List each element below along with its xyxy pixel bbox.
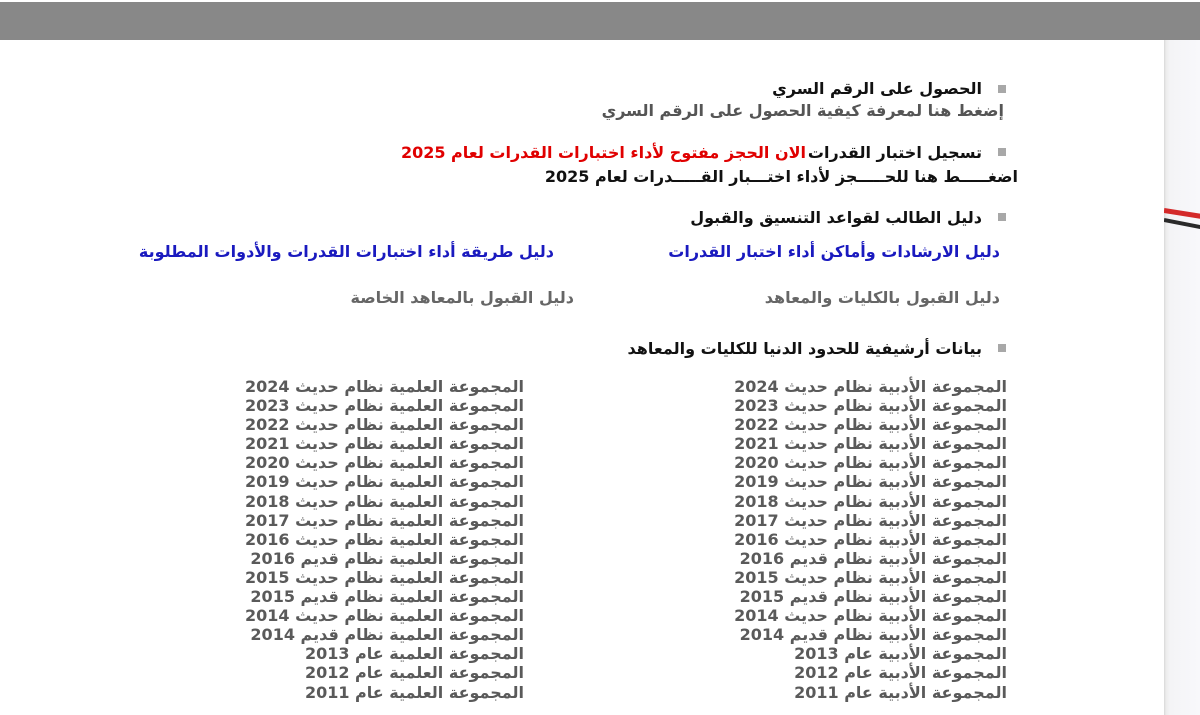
main-content <box>0 40 1164 715</box>
archive-scientific-item[interactable]: المجموعة العلمية عام 2013 <box>304 644 524 664</box>
archive-literary-item[interactable]: المجموعة الأدبية نظام حديث 2014 <box>734 606 1007 626</box>
archive-scientific-item[interactable]: المجموعة العلمية نظام حديث 2020 <box>244 453 524 473</box>
section-title-guide: دليل الطالب لقواعد التنسيق والقبول <box>690 208 982 227</box>
bullet-icon <box>998 213 1006 221</box>
archive-scientific-item[interactable]: المجموعة العلمية نظام حديث 2018 <box>244 491 524 511</box>
archive-literary-item[interactable]: المجموعة الأدبية نظام قديم 2014 <box>739 625 1007 645</box>
guide-link-test-method-tools[interactable]: دليل طريقة أداء اختبارات القدرات والأدوات المطلوبة <box>138 242 554 261</box>
archive-literary-item[interactable]: المجموعة الأدبية نظام حديث 2016 <box>734 529 1007 549</box>
archive-scientific-item[interactable]: المجموعة العلمية نظام قديم 2014 <box>250 625 524 645</box>
archive-literary-item[interactable]: المجموعة الأدبية نظام حديث 2021 <box>734 434 1007 454</box>
aptitude-booking-link[interactable]: اضغـــــط هنا للحـــــجز لأداء اختـــبار القـــــدرات لعام 2025 <box>544 167 1018 186</box>
guide-link-private-institutes[interactable]: دليل القبول بالمعاهد الخاصة <box>350 288 574 307</box>
section-title-pin: الحصول على الرقم السري <box>772 79 982 98</box>
archive-scientific-item[interactable]: المجموعة العلمية نظام حديث 2014 <box>244 606 524 626</box>
archive-literary-item[interactable]: المجموعة الأدبية عام 2013 <box>794 644 1007 664</box>
archive-literary-item[interactable]: المجموعة الأدبية نظام حديث 2017 <box>734 510 1007 530</box>
archive-literary-item[interactable]: المجموعة الأدبية عام 2012 <box>794 663 1007 683</box>
guide-link-instructions-locations[interactable]: دليل الارشادات وأماكن أداء اختبار القدرات <box>668 242 1000 261</box>
archive-literary-item[interactable]: المجموعة الأدبية نظام حديث 2020 <box>734 453 1007 473</box>
guide-link-colleges-admission[interactable]: دليل القبول بالكليات والمعاهد <box>764 288 1000 307</box>
archive-literary-list <box>734 377 1007 702</box>
archive-literary-item[interactable]: المجموعة الأدبية نظام قديم 2016 <box>739 548 1007 568</box>
archive-literary-item[interactable]: المجموعة الأدبية نظام قديم 2015 <box>739 587 1007 607</box>
archive-literary-item[interactable]: المجموعة الأدبية نظام حديث 2015 <box>734 567 1007 587</box>
archive-scientific-item[interactable]: المجموعة العلمية نظام قديم 2016 <box>250 548 524 568</box>
archive-scientific-item[interactable]: المجموعة العلمية نظام حديث 2021 <box>244 434 524 454</box>
archive-scientific-item[interactable]: المجموعة العلمية نظام حديث 2015 <box>244 567 524 587</box>
archive-scientific-item[interactable]: المجموعة العلمية نظام حديث 2017 <box>244 510 524 530</box>
pin-instructions-link[interactable]: إضغط هنا لمعرفة كيفية الحصول على الرقم السري <box>601 101 1004 120</box>
bullet-icon <box>998 85 1006 93</box>
archive-literary-item[interactable]: المجموعة الأدبية نظام حديث 2024 <box>734 377 1007 396</box>
section-title-aptitude: تسجيل اختبار القدرات <box>807 143 982 162</box>
archive-scientific-item[interactable]: المجموعة العلمية عام 2011 <box>304 682 524 702</box>
bullet-icon <box>998 148 1006 156</box>
archive-scientific-item[interactable]: المجموعة العلمية نظام حديث 2019 <box>244 472 524 492</box>
top-header-bar <box>0 2 1200 40</box>
side-decoration-panel <box>1164 40 1200 715</box>
archive-scientific-item[interactable]: المجموعة العلمية نظام حديث 2016 <box>244 529 524 549</box>
archive-scientific-item[interactable]: المجموعة العلمية نظام حديث 2022 <box>244 415 524 435</box>
archive-literary-item[interactable]: المجموعة الأدبية عام 2011 <box>794 682 1007 702</box>
archive-scientific-item[interactable]: المجموعة العلمية نظام قديم 2015 <box>250 587 524 607</box>
bullet-icon <box>998 344 1006 352</box>
archive-scientific-item[interactable]: المجموعة العلمية نظام حديث 2024 <box>244 377 524 396</box>
flag-stripe-black <box>1164 218 1200 233</box>
archive-scientific-item[interactable]: المجموعة العلمية عام 2012 <box>304 663 524 683</box>
archive-literary-item[interactable]: المجموعة الأدبية نظام حديث 2022 <box>734 415 1007 435</box>
archive-literary-item[interactable]: المجموعة الأدبية نظام حديث 2019 <box>734 472 1007 492</box>
archive-scientific-list <box>245 377 524 702</box>
aptitude-announcement: الان الحجز مفتوح لأداء اختبارات القدرات لعام 2025 <box>400 143 806 162</box>
section-title-archive: بيانات أرشيفية للحدود الدنيا للكليات والمعاهد <box>627 339 982 358</box>
archive-scientific-item[interactable]: المجموعة العلمية نظام حديث 2023 <box>244 396 524 416</box>
archive-literary-item[interactable]: المجموعة الأدبية نظام حديث 2023 <box>734 396 1007 416</box>
archive-literary-item[interactable]: المجموعة الأدبية نظام حديث 2018 <box>734 491 1007 511</box>
